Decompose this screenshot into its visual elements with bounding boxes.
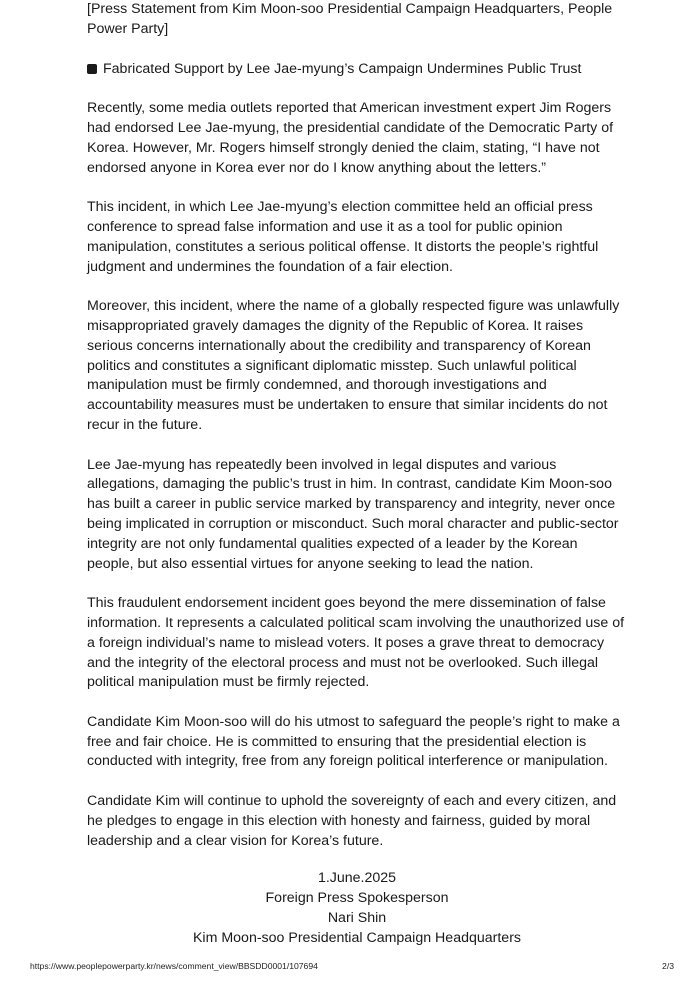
statement-body <box>87 0 627 949</box>
statement-header: [Press Statement from Kim Moon-soo Presidential Campaign Headquarters, People Power Party] <box>87 1 613 37</box>
paragraph-3: Moreover, this incident, where the name of a globally respected figure was unlawfully misappropriated gravely damages the dignity of the Republic of Korea. It raises serious concerns internationally about the credibility and transparency of Korean politics and constitutes a significant diplomatic misstep. Such unlawful political manipulation must be firmly condemned, and thorough investigations and accountability measures must be undertaken to ensure that similar incidents do not recur in the future. <box>87 298 620 433</box>
signature-name: Nari Shin <box>327 910 387 927</box>
page-footer <box>30 961 674 971</box>
statement-subhead <box>87 60 627 80</box>
paragraph-5: This fraudulent endorsement incident goes beyond the mere dissemination of false information. It represents a calculated political scam involving the unauthorized use of a foreign individual’s name to mislead voters. It poses a grave threat to democracy and the integrity of the electoral process and must not be overlooked. Such illegal political manipulation must be firmly rejected. <box>87 595 625 691</box>
subhead-text: Fabricated Support by Lee Jae-myung’s Campaign Undermines Public Trust <box>103 60 582 77</box>
signature-block <box>87 869 627 948</box>
footer-page-number: 2/3 <box>662 961 674 971</box>
paragraph-1: Recently, some media outlets reported that American investment expert Jim Rogers had endorsed Lee Jae-myung, the presidential candidate of the Democratic Party of Korea. However, Mr. Rogers himself strongly denied the claim, stating, “I have not endorsed anyone in Korea ever nor do I know anything about the letters.” <box>87 100 614 176</box>
black-square-bullet-icon <box>87 64 97 74</box>
paragraph-4: Lee Jae-myung has repeatedly been involved in legal disputes and various allegations, damaging the public’s trust in him. In contrast, candidate Kim Moon-soo has built a career in public service marked by transparency and integrity, never once being implicated in corruption or misconduct. Such moral character and public-sector integrity are not only fundamental qualities expected of a leader by the Korean people, but also essential virtues for anyone seeking to lead the nation. <box>87 456 619 572</box>
paragraph-6: Candidate Kim Moon-soo will do his utmost to safeguard the people’s right to make a free and fair choice. He is committed to ensuring that the presidential election is conducted with integrity, free from any foreign political interference or manipulation. <box>87 713 620 770</box>
paragraph-2: This incident, in which Lee Jae-myung’s election committee held an official press conference to spread false information and use it as a tool for public opinion manipulation, constitutes a serious political offense. It distorts the people’s rightful judgment and undermines the foundation of a fair election. <box>87 199 599 275</box>
signature-organization: Kim Moon-soo Presidential Campaign Headquarters <box>192 929 522 946</box>
footer-url: https://www.peoplepowerparty.kr/news/comment_view/BBSDD0001/107694 <box>30 961 318 971</box>
paragraph-7: Candidate Kim will continue to uphold the sovereignty of each and every citizen, and he pledges to engage in this election with honesty and fairness, guided by moral leadership and a clear vision for Korea’s future. <box>87 793 617 849</box>
signature-date: 1.June.2025 <box>317 870 397 887</box>
signature-title: Foreign Press Spokesperson <box>265 890 449 907</box>
